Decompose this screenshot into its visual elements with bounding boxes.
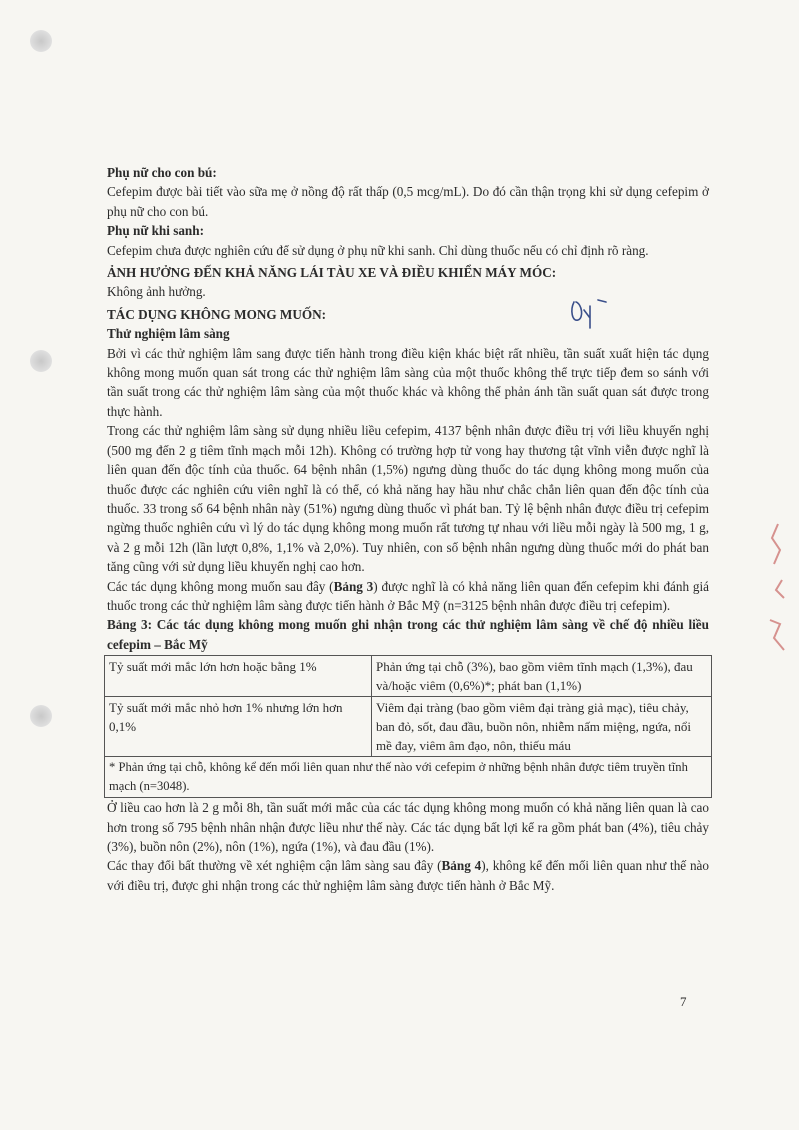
table-cell-value: Viêm đại tràng (bao gồm viêm đại tràng giả mạc), tiêu chảy, ban đỏ, sốt, đau đầu, buồn nôn, nhiễm nấm miệng, ngứa, nổi mề đay, viêm âm đạo, nôn, thiếu máu [372, 697, 712, 757]
document-body [107, 163, 709, 895]
table3-reference: Bảng 3 [333, 578, 374, 594]
clinical-trials-subheading: Thử nghiệm lâm sàng [107, 326, 230, 342]
punch-hole-middle [30, 350, 52, 372]
punch-hole-bottom [30, 705, 52, 727]
punch-hole-top [30, 30, 52, 52]
table-row [105, 697, 712, 757]
after-table-paragraph-1: Ở liều cao hơn là 2 g mỗi 8h, tần suất mới mắc của các tác dụng không mong muốn có khả năng liên quan là cao hơn trong số 795 bệnh nhân nhận được liều như thế này. Các tác dụng bất lợi kể ra gồm phát ban (4%), tiêu chảy (3%), buồn nôn (2%), nôn (1%), ngứa (1%), và đau đầu (1%). [107, 800, 709, 854]
table3 [104, 655, 712, 798]
childbirth-text: Cefepim chưa được nghiên cứu để sử dụng ở phụ nữ khi sanh. Chỉ dùng thuốc nếu có chỉ định rõ ràng. [107, 242, 649, 258]
stamp-remnant [760, 520, 790, 660]
table-cell-label: Tỷ suất mới mắc nhỏ hơn 1% nhưng lớn hơn 0,1% [105, 697, 372, 757]
table-row [105, 656, 712, 697]
driving-heading: ẢNH HƯỞNG ĐẾN KHẢ NĂNG LÁI TÀU XE VÀ ĐIỀU KHIỂN MÁY MÓC: [107, 265, 557, 281]
adverse-p3-before: Các tác dụng không mong muốn sau đây ( [107, 578, 334, 594]
childbirth-heading: Phụ nữ khi sanh: [107, 223, 204, 239]
breastfeeding-heading: Phụ nữ cho con bú: [107, 165, 217, 180]
table3-caption: Bảng 3: Các tác dụng không mong muốn ghi nhận trong các thử nghiệm lâm sàng về chế độ nhiều liều cefepim – Bắc Mỹ [107, 617, 709, 652]
adverse-paragraph-3 [107, 577, 709, 616]
after-p2-before: Các thay đổi bất thường về xét nghiệm cận lâm sàng sau đây ( [107, 858, 442, 874]
table-cell-label: Tỷ suất mới mắc lớn hơn hoặc bằng 1% [105, 656, 372, 697]
after-p2-after: ), không kể đến mối liên quan như thế nào với điều trị, được ghi nhận trong các thử nghiệm lâm sàng được tiến hành ở Bắc Mỹ. [107, 858, 709, 893]
adverse-paragraph-1: Bởi vì các thử nghiệm lâm sang được tiến hành trong điều kiện khác biệt rất nhiều, tần suất xuất hiện tác dụng không mong muốn quan sát trong các thử nghiệm lâm sàng của một thuốc không thể trực tiếp đem so sánh với tần suất trong các thử nghiệm lâm sàng của một thuốc khác và không thể phản ánh tần suất quan sát được trong thực hành. [107, 345, 709, 419]
breastfeeding-text: Cefepim được bài tiết vào sữa mẹ ở nồng độ rất thấp (0,5 mcg/mL). Do đó cần thận trọng khi sử dụng cefepim ở phụ nữ cho con bú. [107, 184, 709, 219]
adverse-effects-heading: TÁC DỤNG KHÔNG MONG MUỐN: [107, 306, 327, 322]
table-row [105, 757, 712, 798]
table3-footnote: * Phản ứng tại chỗ, không kể đến mối liên quan như thế nào với cefepim ở những bệnh nhân được tiêm truyền tĩnh mạch (n=3048). [105, 757, 712, 798]
table4-reference: Bảng 4 [441, 858, 482, 874]
table-cell-value: Phản ứng tại chỗ (3%), bao gồm viêm tĩnh mạch (1,3%), đau và/hoặc viêm (0,6%)*; phát ban (1,1%) [372, 656, 712, 697]
page-number: 7 [680, 994, 687, 1009]
adverse-p3-after: ) được nghĩ là có khả năng liên quan đến cefepim khi đánh giá thuốc trong các thử nghiệm lâm sàng được tiến hành ở Bắc Mỹ (n=3125 bệnh nhân được điều trị cefepim). [107, 578, 709, 613]
adverse-paragraph-2: Trong các thử nghiệm lâm sàng sử dụng nhiều liều cefepim, 4137 bệnh nhân được điều trị với liều khuyến nghị (500 mg đến 2 g tiêm tĩnh mạch mỗi 12h). Không có trường hợp tử vong hay thương tật vĩnh viễn được nghĩ là liên quan đến độc tính của thuốc. 64 bệnh nhân (1,5%) ngưng dùng thuốc do tác dụng không mong muốn của thuốc được các nghiên cứu viên nghĩ là có thể, có khả năng hay hầu như chắc chắn liên quan đến độc tính của thuốc. 33 trong số 64 bệnh nhân này (51%) ngưng dùng thuốc vì phát ban. Tỷ lệ bệnh nhân được điều trị cefepim ngừng thuốc nghiên cứu vì lý do tác dụng không mong muốn rất tương tự nhau với liều mỗi ngày là 500 mg, 1 g, và 2 g mỗi 12h (lần lượt 0,8%, 1,1% và 2,0%). Tuy nhiên, con số bệnh nhân ngưng dùng thuốc mới do phát ban tăng cũng với sử dụng liều khuyến nghị cao hơn. [107, 423, 709, 575]
driving-text: Không ảnh hưởng. [107, 284, 206, 300]
after-table-paragraph-2 [107, 856, 709, 895]
